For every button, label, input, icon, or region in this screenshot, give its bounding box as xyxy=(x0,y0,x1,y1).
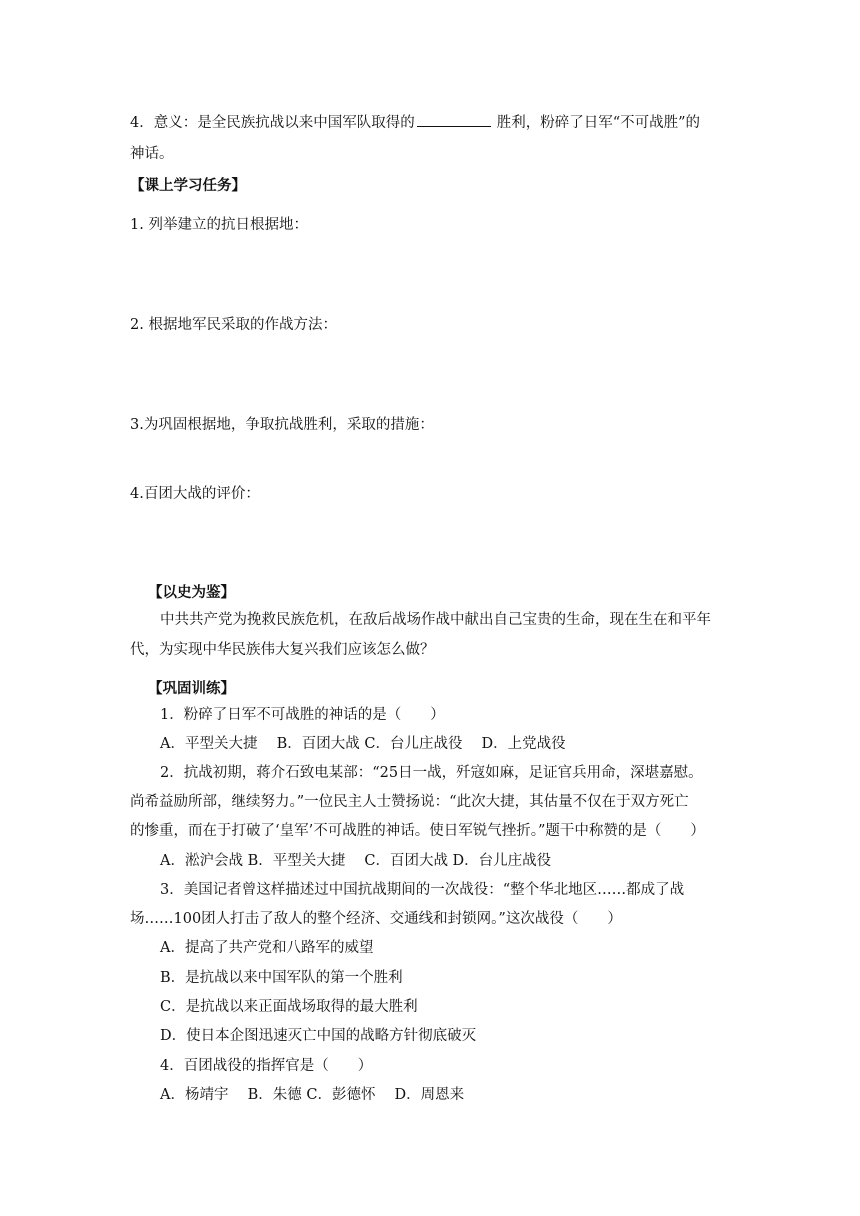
practice-q3-option-b: B．是抗战以来中国军队的第一个胜利 xyxy=(160,970,403,986)
practice-heading: 【巩固训练】 xyxy=(148,680,235,697)
practice-q1: 1．粉碎了日军不可战胜的神话的是（ ） xyxy=(160,707,445,723)
practice-q3-line-1: 3．美国记者曾这样描述过中国抗战期间的一次战役：“整个华北地区……都成了战 xyxy=(160,882,685,898)
item4-prefix: 4．意义：是全民族抗战以来中国军队取得的 xyxy=(130,115,415,131)
history-heading: 【以史为鉴】 xyxy=(148,584,235,601)
practice-q2-options: A．淞沪会战 B．平型关大捷 C．百团大战 D．台儿庄战役 xyxy=(160,853,552,869)
class-task-q3: 3.为巩固根据地，争取抗战胜利，采取的措施： xyxy=(130,417,434,433)
class-task-q1: 1. 列举建立的抗日根据地： xyxy=(130,217,308,233)
item4-suffix: 胜利，粉碎了日军“不可战胜”的 xyxy=(496,115,701,131)
practice-q2-line-2: 尚希益励所部，继续努力。”一位民主人士赞扬说：“此次大捷，其估量不仅在于双方死亡 xyxy=(130,794,689,810)
item4-continuation: 神话。 xyxy=(130,146,174,162)
class-task-q2: 2. 根据地军民采取的作战方法： xyxy=(130,317,337,333)
practice-q1-options: A．平型关大捷 B．百团大战 C．台儿庄战役 D．上党战役 xyxy=(160,736,566,752)
history-line-1: 中共共产党为挽救民族危机，在敌后战场作战中献出自己宝贵的生命，现在生在和平年 xyxy=(160,612,711,628)
class-task-q4: 4.百团大战的评价： xyxy=(130,486,260,502)
practice-q3-line-2: 场……100团人打击了敌人的整个经济、交通线和封锁网。”这次战役（ ） xyxy=(130,911,622,927)
practice-q2-line-3: 的惨重，而在于打破了‘皇军’不可战胜的神话。使日军锐气挫折。”题干中称赞的是（ ） xyxy=(130,823,705,839)
practice-q3-option-d: D．使日本企图迅速灭亡中国的战略方针彻底破灭 xyxy=(160,1028,477,1044)
item4-line xyxy=(130,112,700,133)
history-line-2: 代，为实现中华民族伟大复兴我们应该怎么做？ xyxy=(130,642,435,658)
practice-q2-line-1: 2．抗战初期，蒋介石致电某部：“25日一战，歼寇如麻，足证官兵用命，深堪嘉慰。 xyxy=(160,765,703,781)
practice-q4-options: A．杨靖宇 B．朱德 C．彭德怀 D．周恩来 xyxy=(160,1087,465,1103)
practice-q3-option-a: A．提高了共产党和八路军的威望 xyxy=(160,940,374,956)
practice-q3-option-c: C．是抗战以来正面战场取得的最大胜利 xyxy=(160,999,418,1015)
answer-blank[interactable] xyxy=(417,112,491,127)
practice-q4: 4．百团战役的指挥官是（ ） xyxy=(160,1058,373,1074)
class-task-heading: 【课上学习任务】 xyxy=(130,177,246,194)
